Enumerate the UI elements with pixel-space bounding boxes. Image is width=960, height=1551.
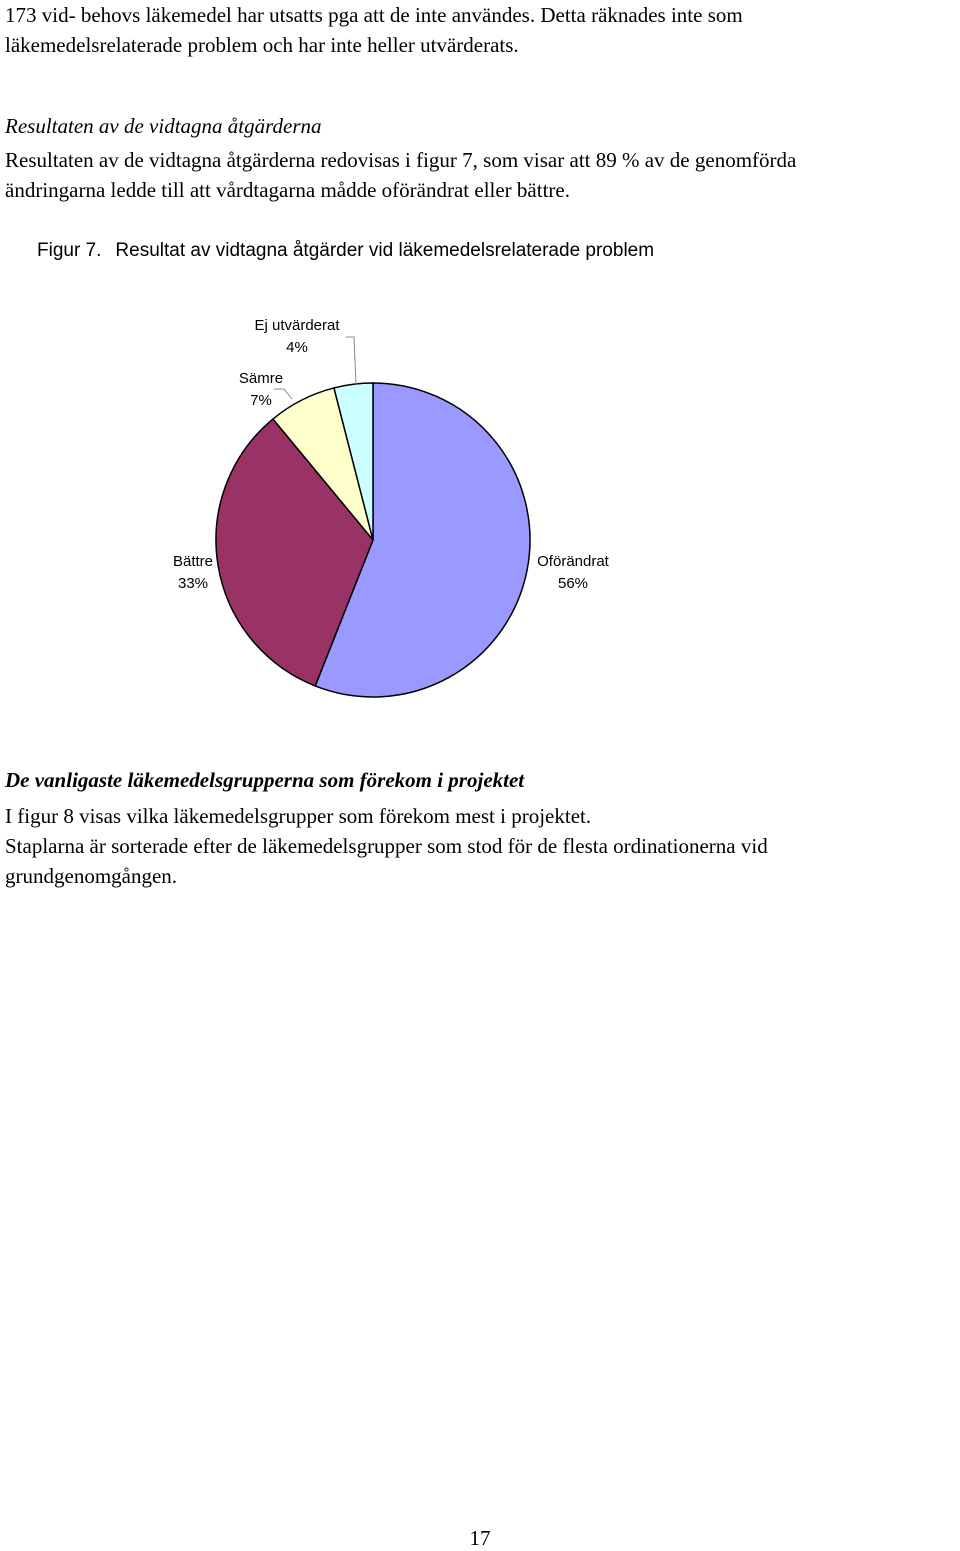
slice-value-label-sämre: 7% (250, 392, 272, 409)
leader-line-sämre (274, 389, 292, 399)
slice-name-label-ej-utvärderat: Ej utvärderat (254, 317, 340, 334)
page-number: 17 (469, 1526, 491, 1550)
slice-value-label-ej-utvärderat: 4% (286, 339, 308, 356)
slice-value-label-bättre: 33% (177, 575, 209, 592)
results-line-2: ändringarna ledde till att vårdtagarna mådde oförändrat eller bättre. (5, 178, 570, 202)
drug-groups-line-1: I figur 8 visas vilka läkemedelsgrupper som förekom mest i projektet. (5, 804, 592, 828)
section-heading-results: Resultaten av de vidtagna åtgärderna (5, 114, 322, 138)
drug-groups-line-3: grundgenomgången. (5, 864, 178, 888)
figure-caption (37, 236, 654, 266)
slice-value-label-oförändrat: 56% (557, 575, 589, 592)
section-drug-groups (5, 765, 768, 891)
drug-groups-line-2: Staplarna är sorterade efter de läkemedelsgrupper som stod för de flesta ordinationerna vid (5, 834, 768, 858)
slice-name-label-sämre: Sämre (238, 370, 284, 387)
pie-chart (0, 280, 960, 720)
intro-line-1: 173 vid- behovs läkemedel har utsatts pga att de inte användes. Detta räknades inte som (5, 3, 743, 27)
intro-line-2: läkemedelsrelaterade problem och har inte heller utvärderats. (5, 33, 519, 57)
section-heading-drug-groups: De vanligaste läkemedelsgrupperna som förekom i projektet (5, 768, 525, 792)
results-line-1: Resultaten av de vidtagna åtgärderna redovisas i figur 7, som visar att 89 % av de genomförda (5, 148, 797, 172)
figure-label: Figur 7. (37, 240, 102, 261)
intro-paragraph (5, 0, 743, 60)
section-results (5, 111, 796, 205)
slice-name-label-oförändrat: Oförändrat (537, 553, 609, 570)
figure-caption-text: Resultat av vidtagna åtgärder vid läkemedelsrelaterade problem (115, 240, 655, 261)
slice-name-label-bättre: Bättre (172, 553, 214, 570)
leader-line-ej-utvärderat (346, 337, 356, 385)
